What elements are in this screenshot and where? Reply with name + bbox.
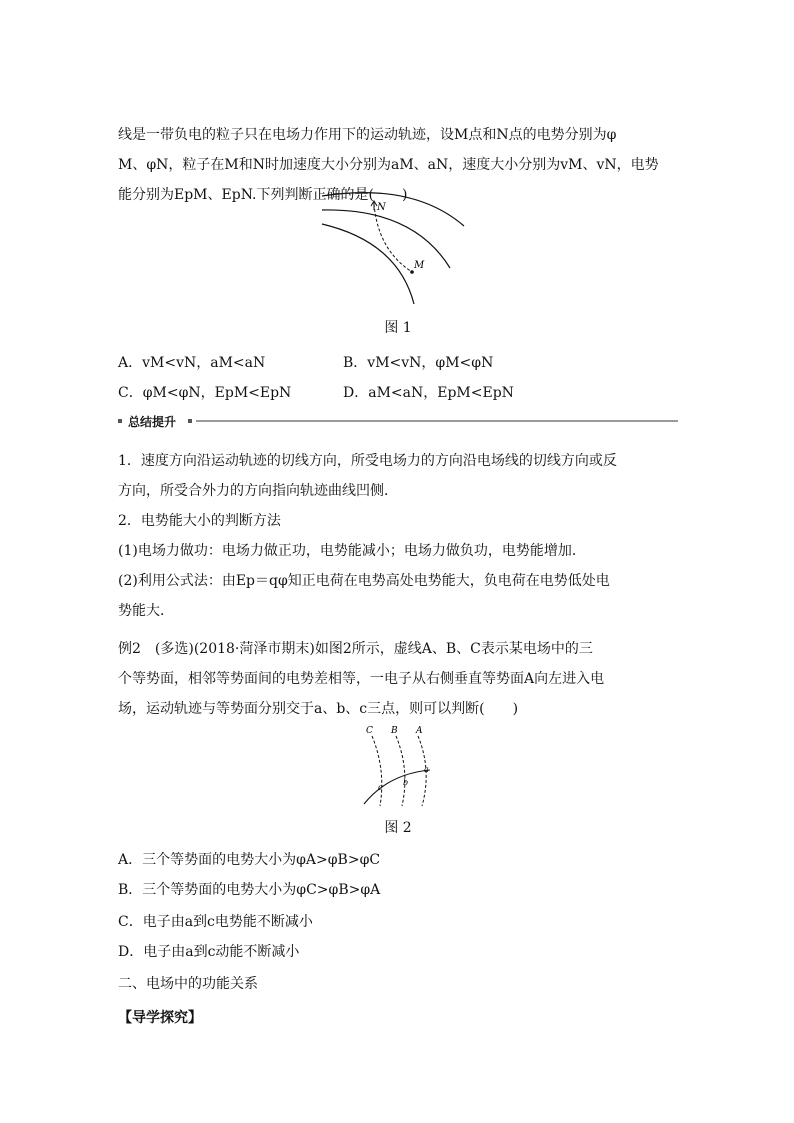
figure-1-field-lines	[318, 190, 488, 310]
summary-p1-line-1: 1．速度方向沿运动轨迹的切线方向，所受电场力的方向沿电场线的切线方向或反	[118, 453, 617, 469]
figure-2-caption: 图 2	[384, 820, 412, 836]
figure-1-caption: 图 1	[384, 320, 412, 336]
figure-2-point-a: a	[424, 765, 429, 774]
summary-p4-line-2: 势能大．	[118, 603, 174, 619]
summary-p4-line-1: (2)利用公式法：由Ep＝qφ知正电荷在电势高处电势能大，负电荷在电势低处电	[118, 573, 610, 589]
section-2-heading: 二、电场中的功能关系	[118, 976, 258, 992]
figure-1-label-m: M	[414, 260, 425, 271]
figure-1-label-n: N	[377, 202, 386, 213]
summary-p3: (1)电场力做功：电场力做正功，电势能减小；电场力做负功，电势能增加．	[118, 543, 586, 559]
q2-option-d[interactable]: D．电子由a到c动能不断减小	[118, 944, 300, 960]
figure-2-label-c: C	[366, 726, 373, 736]
figure-2-label-b: B	[391, 726, 398, 736]
q1-option-c[interactable]: C．φM<φN，EpM<EpN	[118, 385, 292, 401]
figure-2-label-a: A	[416, 726, 423, 736]
q1-option-b[interactable]: B．vM<vN，φM<φN	[343, 355, 494, 371]
bullet-square	[118, 419, 122, 423]
figure-2-point-c: c	[378, 783, 383, 792]
example2-line-3: 场，运动轨迹与等势面分别交于a、b、c三点，则可以判断( )	[118, 701, 519, 717]
summary-p2: 2．电势能大小的判断方法	[118, 513, 281, 529]
example2-line-1: 例2 (多选)(2018·菏泽市期末)如图2所示，虚线A、B、C表示某电场中的三	[118, 641, 593, 657]
q2-option-b[interactable]: B．三个等势面的电势大小为φC>φB>φA	[118, 882, 381, 898]
q2-option-c[interactable]: C．电子由a到c电势能不断减小	[118, 914, 313, 930]
summary-header	[118, 414, 678, 430]
bullet-square	[188, 419, 192, 423]
figure-2-equipotentials	[358, 722, 438, 810]
q1-option-a[interactable]: A．vM<vN，aM<aN	[118, 355, 266, 371]
intro-line-2: M、φN，粒子在M和N时加速度大小分别为aM、aN，速度大小分别为vM、vN，电势	[118, 157, 659, 173]
divider	[196, 420, 678, 422]
q1-option-d[interactable]: D．aM<aN，EpM<EpN	[343, 385, 514, 401]
summary-title: 总结提升	[128, 415, 177, 429]
q2-option-a[interactable]: A．三个等势面的电势大小为φA>φB>φC	[118, 852, 381, 868]
summary-p1-line-2: 方向，所受合外力的方向指向轨迹曲线凹侧．	[118, 483, 398, 499]
intro-line-3: 能分别为EpM、EpN.下列判断正确的是( )	[118, 187, 408, 203]
intro-line-1: 线是一带负电的粒子只在电场力作用下的运动轨迹，设M点和N点的电势分别为φ	[118, 127, 617, 143]
figure-2-point-b: b	[403, 778, 409, 787]
guide-heading: 【导学探究】	[118, 1010, 202, 1026]
example2-line-2: 个等势面，相邻等势面间的电势差相等，一电子从右侧垂直等势面A向左进入电	[118, 671, 605, 687]
